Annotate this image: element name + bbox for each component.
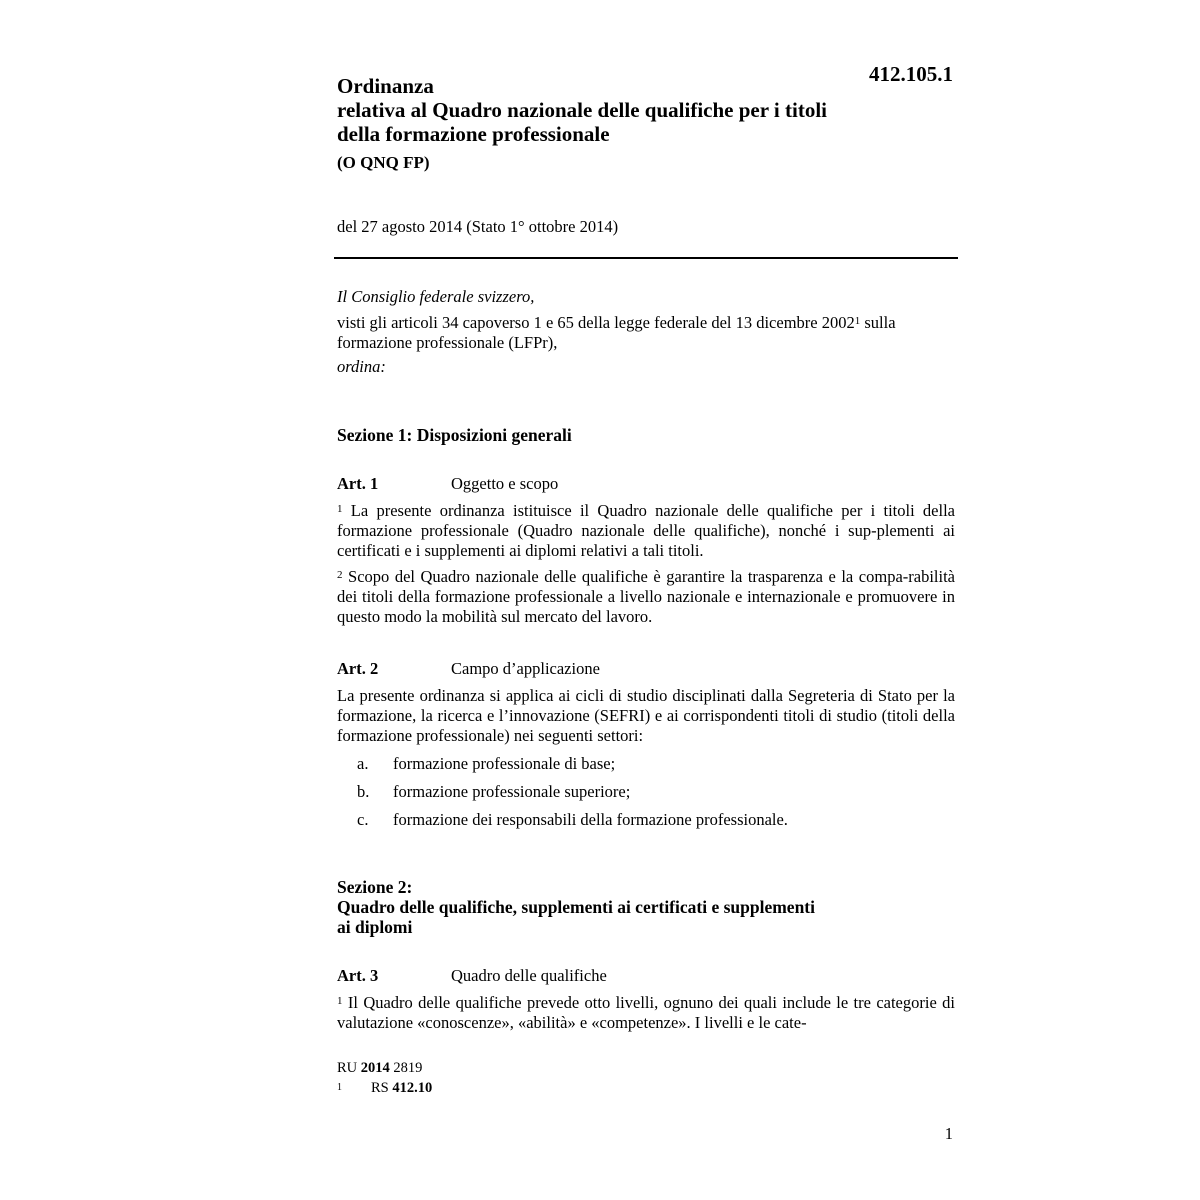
article-header	[337, 966, 955, 986]
article-paragraph	[337, 567, 955, 627]
document-page	[337, 0, 957, 1200]
article-paragraph	[337, 993, 955, 1033]
section-heading-2	[337, 877, 937, 937]
paragraph-number: 2	[337, 569, 343, 581]
section-heading-line: Sezione 1: Disposizioni generali	[337, 425, 572, 445]
title-line: Ordinanza	[337, 74, 434, 98]
preamble-ordina: ordina:	[337, 357, 386, 376]
ru-page: 2819	[389, 1060, 423, 1076]
list-item-text: formazione professionale di base;	[393, 754, 616, 773]
list-item	[337, 810, 955, 830]
header-divider	[334, 257, 958, 259]
article-header	[337, 474, 955, 494]
article-item-list	[337, 754, 955, 830]
ordinance-abbreviation: (O QNQ FP)	[337, 153, 430, 172]
section-heading-line: ai diplomi	[337, 917, 413, 937]
article-number: Art. 1	[337, 474, 379, 493]
basis-text: visti gli articoli 34 capoverso 1 e 65 della legge federale del 13 dicembre 2002	[337, 313, 855, 332]
basis-text: sulla formazione professionale (LFPr),	[337, 313, 896, 352]
list-item-letter: a.	[357, 754, 369, 773]
article-intro: La presente ordinanza si applica ai cicli di studio disciplinati dalla Segreteria di Stato per la formazione, la ricerca e l’innovazione (SEFRI) e ai corrispondenti titoli di studio (titoli della formazione professionale) nei seguenti settori:	[337, 686, 955, 745]
ru-year: 2014	[360, 1060, 390, 1076]
title-block	[337, 74, 927, 173]
footnote-reference[interactable]: 1	[854, 315, 861, 327]
article-title: Campo d’applicazione	[451, 659, 600, 678]
preamble-legal-basis	[337, 313, 955, 353]
article-3	[337, 966, 955, 1039]
page-number: 1	[944, 1124, 953, 1143]
preamble	[337, 287, 955, 377]
ru-prefix: RU	[337, 1060, 361, 1076]
article-number: Art. 2	[337, 659, 379, 678]
title-line: della formazione professionale	[337, 122, 610, 146]
paragraph-number: 1	[337, 503, 343, 515]
preamble-authority: Il Consiglio federale svizzero,	[337, 287, 535, 306]
paragraph-text: La presente ordinanza istituisce il Quadro nazionale delle qualifiche per i titoli della formazione professionale (Quadro nazionale delle qualifiche), nonché i sup-plementi ai certificati e i supplementi ai diplomi relativi a tali titoli.	[337, 501, 955, 560]
date-line: del 27 agosto 2014 (Stato 1° ottobre 2014)	[337, 217, 619, 236]
section-heading-line: Sezione 2:	[337, 877, 413, 897]
list-item-letter: c.	[357, 810, 369, 829]
ordinance-title	[337, 74, 927, 146]
article-title: Oggetto e scopo	[451, 474, 559, 493]
footnotes	[337, 1058, 432, 1098]
paragraph-text: Il Quadro delle qualifiche prevede otto livelli, ognuno dei quali include le tre categorie di valutazione «conoscenze», «abilità» e «competenze». I livelli e le cate-	[337, 993, 955, 1032]
article-2	[337, 659, 955, 830]
list-item-text: formazione professionale superiore;	[393, 782, 631, 801]
footnote-prefix: RS	[371, 1080, 393, 1096]
sr-number: 412.105.1	[869, 62, 953, 86]
article-title: Quadro delle qualifiche	[451, 966, 607, 985]
list-item-text: formazione dei responsabili della formazione professionale.	[393, 810, 788, 829]
footnote-mark: 1	[337, 1082, 342, 1093]
paragraph-text: Scopo del Quadro nazionale delle qualifiche è garantire la trasparenza e la compa-rabilità dei titoli della formazione professionale a livello nazionale e internazionale e promuovere in questo modo la mobilità sul mercato del lavoro.	[337, 567, 955, 626]
section-heading-line: Quadro delle qualifiche, supplementi ai certificati e supplementi	[337, 897, 815, 917]
article-1	[337, 474, 955, 633]
list-item	[337, 754, 955, 774]
footnote-text	[371, 1078, 432, 1098]
list-item	[337, 782, 955, 802]
article-paragraph	[337, 501, 955, 561]
article-header	[337, 659, 955, 679]
footnote-ref[interactable]: 412.10	[392, 1080, 433, 1096]
official-compilation-reference	[337, 1058, 432, 1078]
article-number: Art. 3	[337, 966, 379, 985]
paragraph-number: 1	[337, 995, 343, 1007]
list-item-letter: b.	[357, 782, 370, 801]
title-line: relativa al Quadro nazionale delle qualifiche per i titoli	[337, 98, 827, 122]
footnote-1	[337, 1078, 432, 1098]
section-heading-1	[337, 425, 937, 445]
